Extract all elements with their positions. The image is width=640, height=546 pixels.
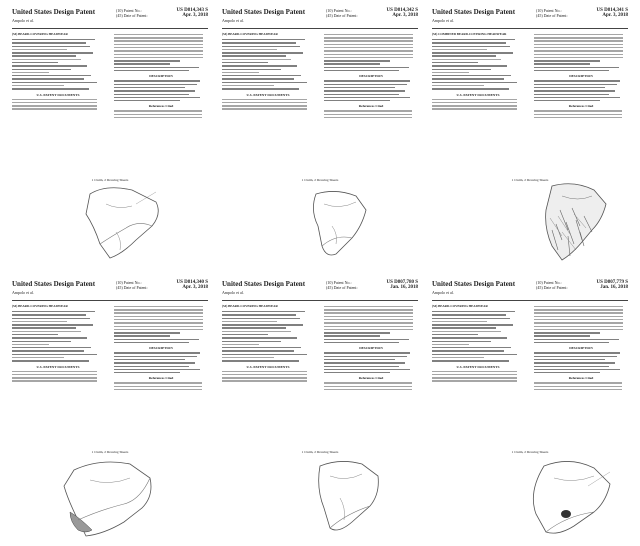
- description-heading: DESCRIPTION: [359, 346, 383, 351]
- us-docs-heading: U.S. PATENT DOCUMENTS: [456, 92, 500, 97]
- patent-inventor: Ampolo et al.: [12, 290, 34, 295]
- sheet-count: 1 Claim, 2 Drawing Sheets: [511, 450, 549, 454]
- right-column: [114, 32, 208, 120]
- patent-no-label: (10) Patent No.:: [536, 280, 562, 285]
- patent-page-2: [216, 4, 424, 270]
- sheet-count: 1 Claim, 2 Drawing Sheets: [91, 178, 129, 182]
- patent-no-label: (10) Patent No.:: [326, 8, 352, 13]
- patent-no-label: (10) Patent No.:: [536, 8, 562, 13]
- left-column: [432, 304, 524, 384]
- patent-title: (54) BEARD-COVERING HEADWEAR: [222, 304, 278, 308]
- sheet-count: 1 Claim, 2 Drawing Sheets: [511, 178, 549, 182]
- patent-header-title: United States Design Patent: [432, 8, 516, 16]
- patent-number: US D814,340 S: [176, 280, 208, 285]
- refs-heading: References Cited: [358, 376, 384, 381]
- right-column: [534, 304, 628, 392]
- description-heading: DESCRIPTION: [149, 346, 173, 351]
- refs-heading: References Cited: [568, 376, 594, 381]
- left-column: [222, 32, 314, 112]
- date-label: (45) Date of Patent:: [326, 13, 358, 18]
- patent-header: [12, 8, 208, 30]
- refs-heading: References Cited: [568, 104, 594, 109]
- bearded-headwear-drawing: [522, 180, 618, 268]
- patent-inventor: Ampolo et al.: [222, 290, 244, 295]
- description-heading: DESCRIPTION: [359, 74, 383, 79]
- patent-title: (54) BEARD-COVERING HEADWEAR: [432, 304, 488, 308]
- left-column: [12, 304, 104, 384]
- us-docs-heading: U.S. PATENT DOCUMENTS: [246, 364, 290, 369]
- us-docs-heading: U.S. PATENT DOCUMENTS: [246, 92, 290, 97]
- us-docs-heading: U.S. PATENT DOCUMENTS: [36, 364, 80, 369]
- date-label: (45) Date of Patent:: [536, 13, 568, 18]
- patent-title: (54) BEARD-COVERING HEADWEAR: [12, 32, 68, 36]
- patent-date: Apr. 3, 2018: [392, 13, 418, 18]
- patent-date: Jan. 16, 2018: [390, 285, 418, 290]
- patent-header-title: United States Design Patent: [432, 280, 516, 288]
- patent-header: [432, 8, 628, 30]
- patent-number: US D814,341 S: [596, 8, 628, 13]
- patent-page-1: [6, 4, 214, 270]
- patent-header-title: United States Design Patent: [222, 8, 306, 16]
- date-label: (45) Date of Patent:: [116, 13, 148, 18]
- patent-page-6: [426, 276, 634, 542]
- header-rule: [432, 28, 628, 29]
- patent-inventor: Ampolo et al.: [432, 18, 454, 23]
- patent-header: [432, 280, 628, 302]
- headwear-drawing: [50, 456, 160, 540]
- sheet-count: 1 Claim, 2 Drawing Sheets: [91, 450, 129, 454]
- sheet-count: 1 Claim, 2 Drawing Sheets: [301, 178, 339, 182]
- date-label: (45) Date of Patent:: [326, 285, 358, 290]
- left-column: [432, 32, 524, 112]
- description-heading: DESCRIPTION: [569, 74, 593, 79]
- headwear-drawing: [306, 458, 396, 540]
- left-column: [222, 304, 314, 384]
- headwear-drawing: [76, 184, 166, 268]
- patent-inventor: Ampolo et al.: [222, 18, 244, 23]
- patent-page-5: [216, 276, 424, 542]
- date-label: (45) Date of Patent:: [116, 285, 148, 290]
- us-docs-heading: U.S. PATENT DOCUMENTS: [456, 364, 500, 369]
- patent-number: US D814,343 S: [176, 8, 208, 13]
- left-column: [12, 32, 104, 112]
- refs-heading: References Cited: [148, 104, 174, 109]
- description-heading: DESCRIPTION: [149, 74, 173, 79]
- patent-date: Apr. 3, 2018: [182, 13, 208, 18]
- patent-number: US D814,342 S: [386, 8, 418, 13]
- header-rule: [12, 300, 208, 301]
- patent-date: Apr. 3, 2018: [602, 13, 628, 18]
- patent-date: Apr. 3, 2018: [182, 285, 208, 290]
- headwear-drawing: [296, 186, 376, 266]
- description-heading: DESCRIPTION: [569, 346, 593, 351]
- patent-header: [12, 280, 208, 302]
- patent-header: [222, 8, 418, 30]
- header-rule: [222, 300, 418, 301]
- right-column: [324, 304, 418, 392]
- patent-no-label: (10) Patent No.:: [116, 8, 142, 13]
- headwear-drawing: [514, 456, 618, 540]
- us-docs-heading: U.S. PATENT DOCUMENTS: [36, 92, 80, 97]
- refs-heading: References Cited: [148, 376, 174, 381]
- patent-header: [222, 280, 418, 302]
- patent-no-label: (10) Patent No.:: [326, 280, 352, 285]
- patent-page-4: [6, 276, 214, 542]
- patent-inventor: Ampolo et al.: [12, 18, 34, 23]
- patent-page-3: [426, 4, 634, 270]
- patent-date: Jan. 16, 2018: [600, 285, 628, 290]
- patent-inventor: Ampolo et al.: [432, 290, 454, 295]
- patent-title: (54) COMBINED BEARD-COVERING HEADWEAR: [432, 32, 507, 36]
- patent-header-title: United States Design Patent: [222, 280, 306, 288]
- right-column: [114, 304, 208, 392]
- refs-heading: References Cited: [358, 104, 384, 109]
- sheet-count: 1 Claim, 2 Drawing Sheets: [301, 450, 339, 454]
- patent-header-title: United States Design Patent: [12, 280, 96, 288]
- header-rule: [222, 28, 418, 29]
- header-rule: [432, 300, 628, 301]
- date-label: (45) Date of Patent:: [536, 285, 568, 290]
- patent-no-label: (10) Patent No.:: [116, 280, 142, 285]
- patent-header-title: United States Design Patent: [12, 8, 96, 16]
- right-column: [534, 32, 628, 120]
- patent-title: (54) BEARD-COVERING HEADWEAR: [222, 32, 278, 36]
- patent-title: (54) BEARD-COVERING HEADWEAR: [12, 304, 68, 308]
- right-column: [324, 32, 418, 120]
- patent-number: US D807,780 S: [386, 280, 418, 285]
- patent-number: US D807,779 S: [596, 280, 628, 285]
- header-rule: [12, 28, 208, 29]
